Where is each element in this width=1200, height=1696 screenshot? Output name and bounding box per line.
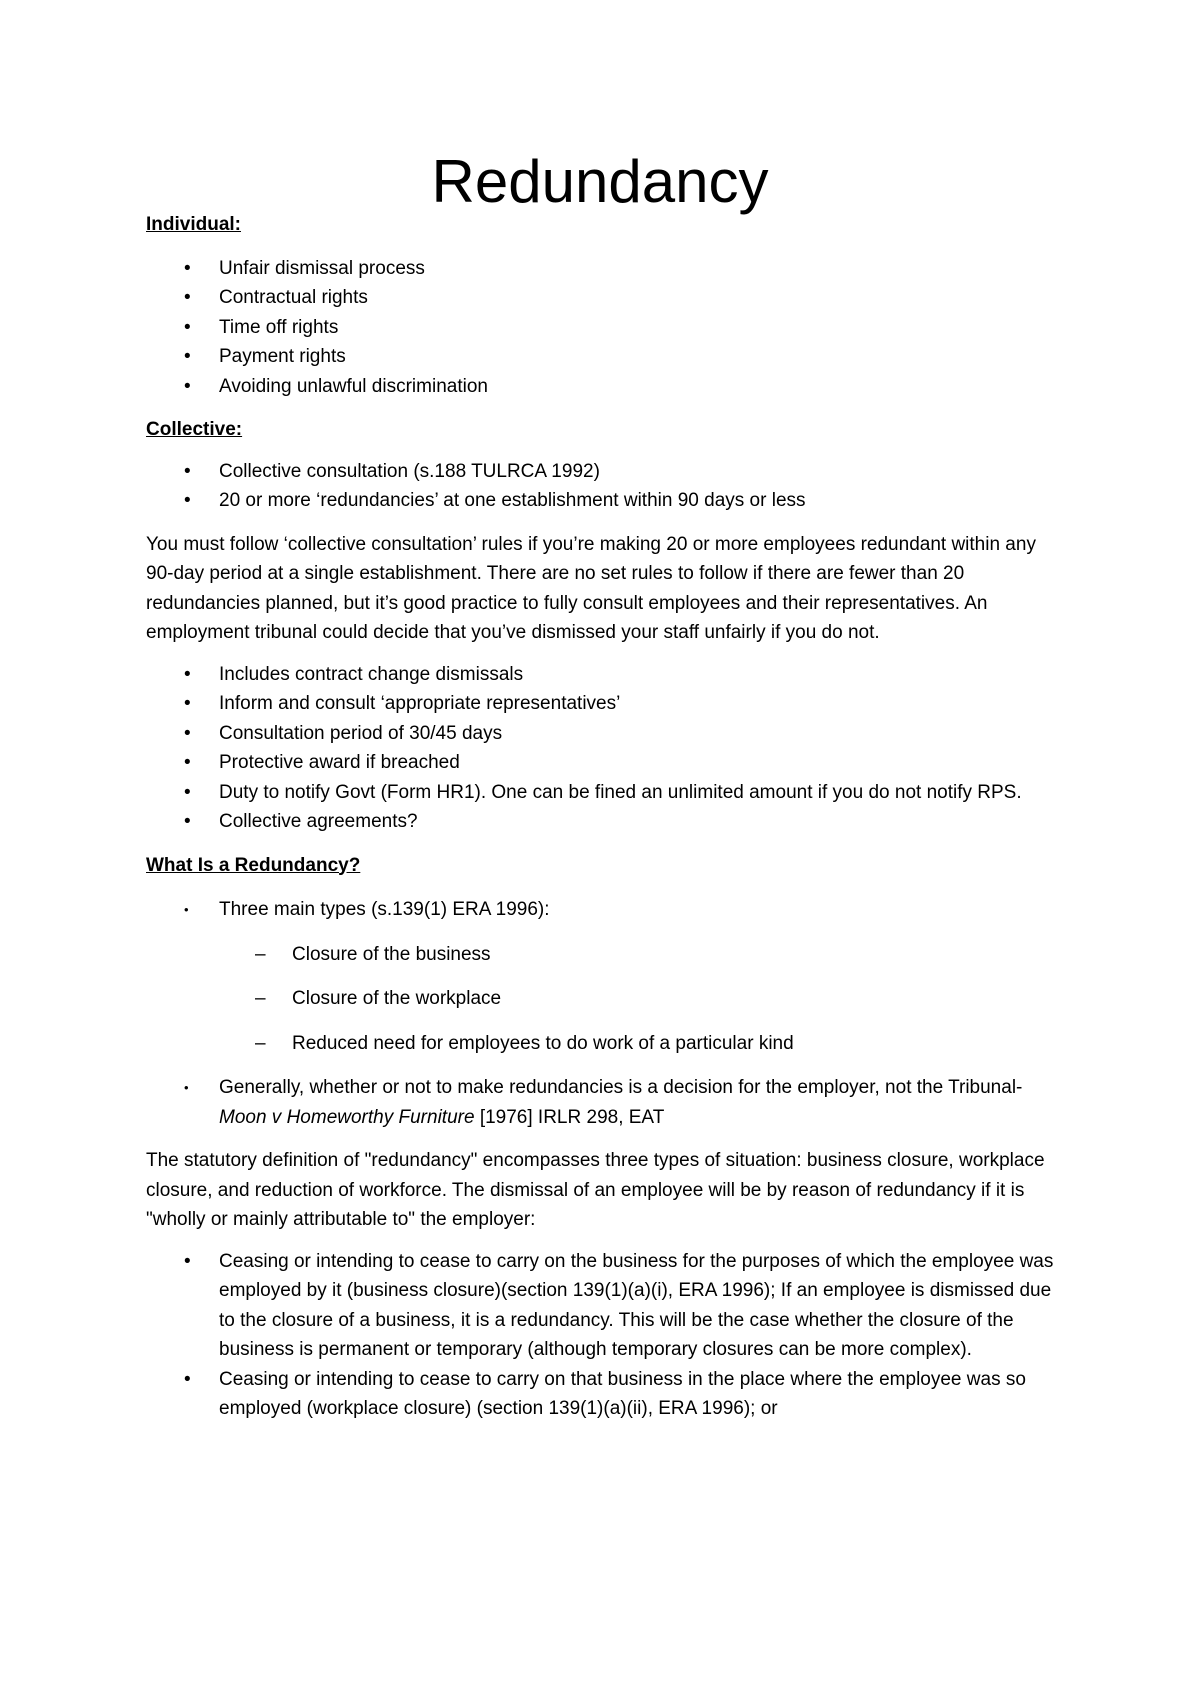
definition-paragraph: The statutory definition of "redundancy" encompasses three types of situation: business closure, workplace closure, and reduction of workforce. The dismissal of an employee will be by reason of redundancy if it is "wholly or mainly attributable to" the employer:: [146, 1150, 1045, 1230]
small-bullet-icon: •: [184, 902, 189, 917]
list-item: • Consultation period of 30/45 days: [146, 719, 1066, 749]
sub-list-item: – Reduced need for employees to do work of a particular kind: [219, 1029, 1066, 1059]
collective-heading: Collective:: [146, 419, 243, 440]
what-is-list: [146, 895, 1066, 1132]
dash-icon: –: [255, 1032, 266, 1054]
bullet-icon: •: [184, 287, 191, 308]
bullet-icon: •: [184, 257, 191, 279]
small-bullet-icon: •: [184, 1080, 189, 1095]
definition-list: [146, 1247, 1066, 1424]
list-item: • Three main types (s.139(1) ERA 1996): – Closure of the business – Closure of the workplace – Reduced need for employees to do work of a particular kind: [146, 895, 1066, 1058]
list-item: • Time off rights: [146, 313, 1066, 343]
sub-list-item: – Closure of the business: [219, 940, 1066, 970]
list-item: • Collective agreements?: [146, 807, 1066, 837]
list-item: • Generally, whether or not to make redundancies is a decision for the employer, not the Tribunal- Moon v Homeworthy Furniture [1976] IRLR 298, EAT: [146, 1073, 1066, 1132]
sub-list-item: – Closure of the workplace: [219, 984, 1066, 1014]
bullet-icon: •: [184, 460, 191, 482]
list-item: • Unfair dismissal process: [146, 254, 1066, 284]
list-item: • Duty to notify Govt (Form HR1). One can be fined an unlimited amount if you do not notify RPS.: [146, 778, 1066, 808]
bullet-icon: •: [184, 781, 191, 803]
bullet-icon: •: [184, 693, 191, 714]
list-item: • Contractual rights: [146, 283, 1066, 313]
document-body: [146, 210, 1066, 1438]
bullet-icon: •: [184, 316, 191, 338]
bullet-icon: •: [184, 1250, 191, 1272]
bullet-icon: •: [184, 490, 191, 511]
list-item: • Payment rights: [146, 342, 1066, 372]
page-title: Redundancy: [431, 148, 769, 215]
bullet-icon: •: [184, 1368, 191, 1390]
list-item: • Includes contract change dismissals: [146, 660, 1066, 690]
types-sublist: [219, 940, 1066, 1059]
individual-heading: Individual:: [146, 214, 241, 235]
collective-paragraph: You must follow ‘collective consultation’ rules if you’re making 20 or more employees redundant within any 90-day period at a single establishment. There are no set rules to follow if there are fewer than 20 redundancies planned, but it’s good practice to fully consult employees and their representatives. An employment tribunal could decide that you’ve dismissed your staff unfairly if you do not.: [146, 533, 1036, 643]
list-item: • Ceasing or intending to cease to carry on that business in the place where the employee was so employed (workplace closure) (section 139(1)(a)(ii), ERA 1996); or: [146, 1365, 1066, 1424]
bullet-icon: •: [184, 375, 191, 397]
bullet-icon: •: [184, 722, 191, 744]
what-is-heading: What Is a Redundancy?: [146, 854, 361, 876]
list-item: • Protective award if breached: [146, 748, 1066, 778]
list-item: • Collective consultation (s.188 TULRCA 1992): [146, 457, 1066, 487]
dash-icon: –: [255, 988, 266, 1009]
list-item: • Avoiding unlawful discrimination: [146, 372, 1066, 402]
list-item: • 20 or more ‘redundancies’ at one establishment within 90 days or less: [146, 486, 1066, 516]
bullet-icon: •: [184, 752, 191, 773]
list-item: • Ceasing or intending to cease to carry on the business for the purposes of which the employee was employed by it (business closure)(section 139(1)(a)(i), ERA 1996); If an employee is dismissed due to the closure of a business, it is a redundancy. This will be the case whether the closure of the business is permanent or temporary (although temporary closures can be more complex).: [146, 1247, 1066, 1365]
bullet-icon: •: [184, 663, 191, 685]
collective-list: [146, 457, 1066, 516]
bullet-icon: •: [184, 346, 191, 367]
case-name: Moon v Homeworthy Furniture: [219, 1106, 475, 1128]
collective-list-2: [146, 660, 1066, 837]
bullet-icon: •: [184, 811, 191, 832]
dash-icon: –: [255, 943, 266, 965]
list-item: • Inform and consult ‘appropriate representatives’: [146, 689, 1066, 719]
individual-list: [146, 254, 1066, 402]
